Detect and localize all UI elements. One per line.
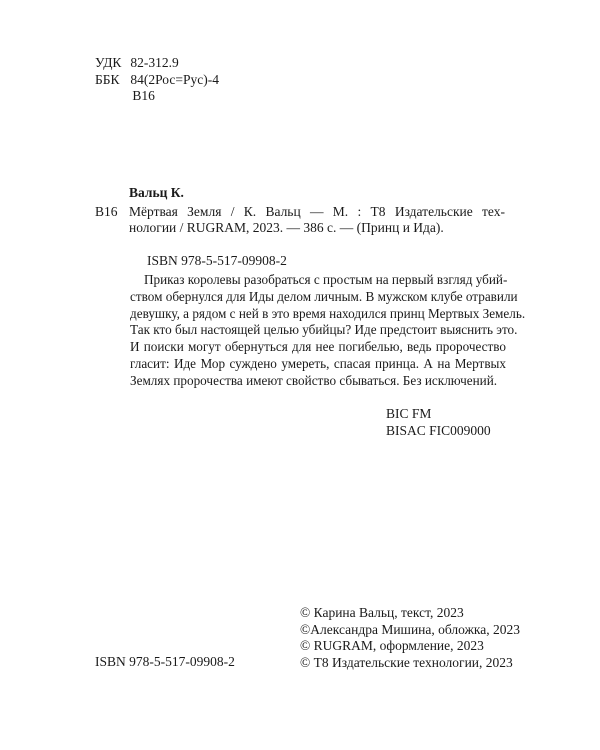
annotation-line: девушку, а рядом с ней в это время находился принц Мертвых Земель. xyxy=(130,305,526,321)
catalog-entry xyxy=(95,204,505,237)
catalog-line: нологии / RUGRAM, 2023. — 386 с. — (Принц и Ида). xyxy=(129,220,444,235)
bbk-label: ББК xyxy=(95,71,120,87)
annotation-line: Так кто был настоящей целью убийцы? Иде предстоит выяснить это. xyxy=(130,322,518,338)
bbk-row xyxy=(95,72,219,89)
udk-value: 82-312.9 xyxy=(130,55,179,70)
copyright-line: © Т8 Издательские технологии, 2023 xyxy=(300,654,513,670)
subject-codes xyxy=(386,406,491,439)
bisac-code: BISAC FIC009000 xyxy=(386,422,491,438)
catalog-code: В16 xyxy=(95,203,118,219)
udk-row xyxy=(95,55,219,72)
classification-block xyxy=(95,55,219,105)
footer-isbn: ISBN 978-5-517-09908-2 xyxy=(95,654,235,669)
annotation-line: ством обернулся для Иды делом личным. В мужском клубе отравили xyxy=(130,288,518,304)
annotation-line: Приказ королевы разобраться с простым на первый взгляд убий- xyxy=(144,272,508,287)
author-code-row xyxy=(95,88,219,105)
copyright-notices xyxy=(300,605,520,671)
annotation-line: И поиски могут обернуться для нее погибелью, ведь пророчество xyxy=(130,339,506,355)
catalog-isbn: ISBN 978-5-517-09908-2 xyxy=(147,252,287,268)
author-code: В16 xyxy=(132,88,155,103)
annotation xyxy=(130,272,526,390)
catalog-record xyxy=(95,185,505,269)
bbk-value: 84(2Рос=Рус)-4 xyxy=(130,71,219,87)
udk-label: УДК xyxy=(95,55,122,70)
annotation-line: гласит: Иде Мор суждено умереть, спасая принца. А на Мертвых xyxy=(130,355,506,371)
copyright-line: © Карина Вальц, текст, 2023 xyxy=(300,605,464,620)
copyright-line: ©Александра Мишина, обложка, 2023 xyxy=(300,621,520,637)
annotation-line: Землях пророчества имеют свойство сбываться. Без исключений. xyxy=(130,372,498,388)
catalog-line: Мёртвая Земля / К. Вальц — М. : Т8 Издательские тех- xyxy=(129,203,505,219)
catalog-author: Вальц К. xyxy=(129,185,184,200)
bic-code: BIC FM xyxy=(386,406,432,421)
copyright-line: © RUGRAM, оформление, 2023 xyxy=(300,638,484,653)
